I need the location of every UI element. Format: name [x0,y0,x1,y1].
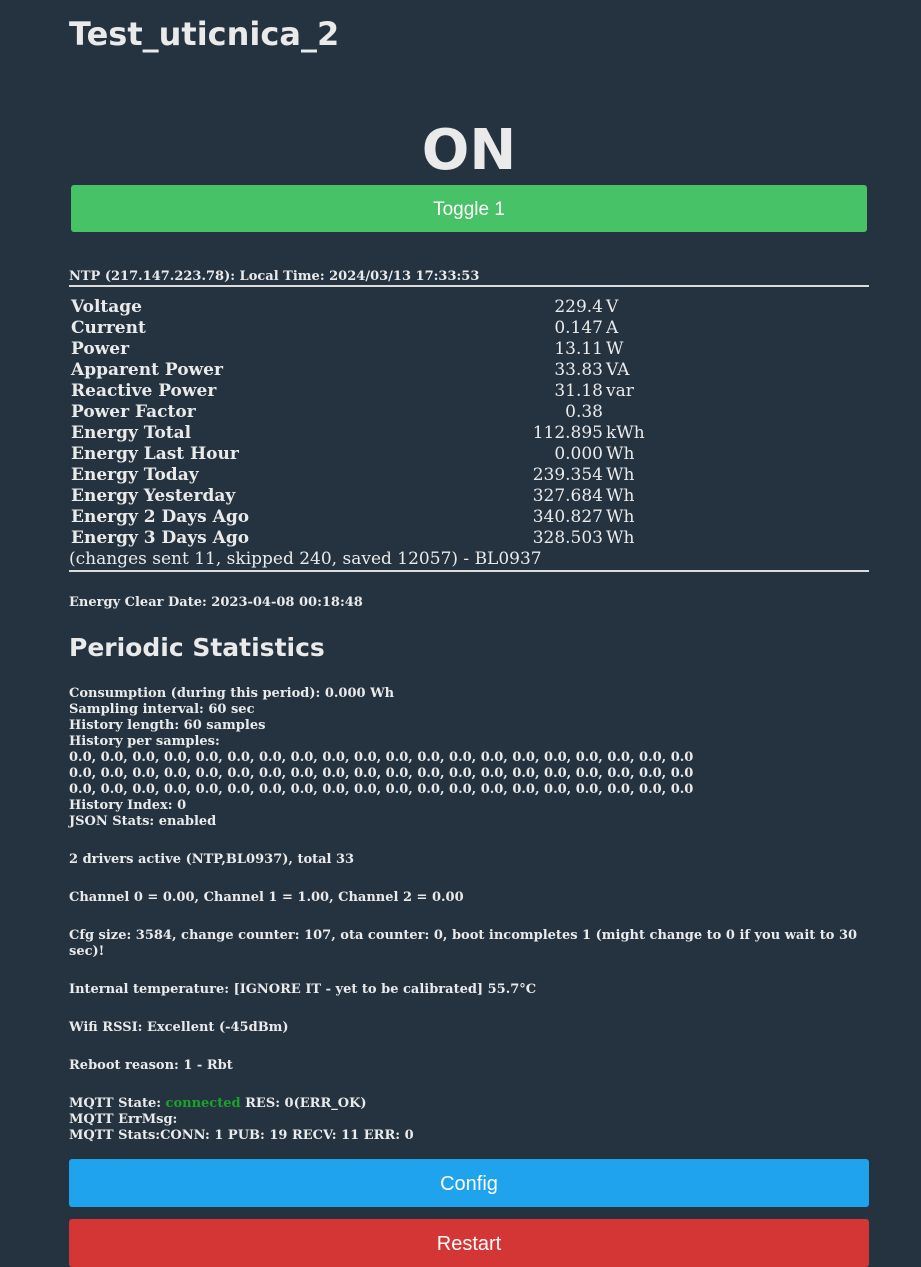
measurement-label: Energy Yesterday [71,486,236,506]
wifi-rssi: Wifi RSSI: Excellent (-45dBm) [69,1020,289,1035]
measurement-value: 0.000 [554,444,603,464]
history-samples-row: 0.0, 0.0, 0.0, 0.0, 0.0, 0.0, 0.0, 0.0, 0.0, 0.0, 0.0, 0.0, 0.0, 0.0, 0.0, 0.0, 0.0, 0.0, 0.0, 0.0 [69,750,694,765]
measurement-row [69,402,645,423]
measurement-row [69,528,645,549]
periodic-line: History length: 60 samples [69,718,266,733]
mqtt-state-prefix: MQTT State: [69,1096,166,1111]
measurement-value: 328.503 [532,528,603,548]
measurement-row [69,486,645,507]
measurement-row [69,339,645,360]
measurement-unit [603,402,645,423]
measurement-value: 239.354 [532,465,603,485]
history-samples-row: 0.0, 0.0, 0.0, 0.0, 0.0, 0.0, 0.0, 0.0, 0.0, 0.0, 0.0, 0.0, 0.0, 0.0, 0.0, 0.0, 0.0, 0.0, 0.0, 0.0 [69,782,694,797]
mqtt-block [69,1096,869,1144]
measurement-unit: Wh [606,507,635,527]
measurement-value: 112.895 [532,423,603,443]
mqtt-stats: MQTT Stats:CONN: 1 PUB: 19 RECV: 11 ERR: 0 [69,1128,414,1143]
measurement-value: 13.11 [554,339,603,359]
reboot-reason: Reboot reason: 1 - Rbt [69,1058,233,1073]
periodic-line: JSON Stats: enabled [69,814,217,829]
device-title: Test_uticnica_2 [69,15,340,53]
changes-summary: (changes sent 11, skipped 240, saved 12057) - BL0937 [69,549,542,569]
measurement-unit: kWh [606,423,645,443]
mqtt-errmsg: MQTT ErrMsg: [69,1112,178,1127]
divider-top [69,285,869,287]
internal-temperature: Internal temperature: [IGNORE IT - yet to be calibrated] 55.7°C [69,982,537,997]
measurement-label: Power Factor [71,402,196,422]
measurement-row [69,507,645,528]
periodic-line: Consumption (during this period): 0.000 Wh [69,686,395,701]
measurement-value: 340.827 [532,507,603,527]
periodic-statistics-block [69,686,869,830]
measurement-value: 31.18 [554,381,603,401]
measurement-value: 33.83 [554,360,603,380]
history-samples-row: 0.0, 0.0, 0.0, 0.0, 0.0, 0.0, 0.0, 0.0, 0.0, 0.0, 0.0, 0.0, 0.0, 0.0, 0.0, 0.0, 0.0, 0.0, 0.0, 0.0 [69,766,694,781]
periodic-line: Sampling interval: 60 sec [69,702,255,717]
ntp-time: NTP (217.147.223.78): Local Time: 2024/03/13 17:33:53 [69,269,480,284]
config-button[interactable]: Config [69,1159,869,1207]
measurement-unit: Wh [606,528,635,548]
measurement-label: Current [71,318,146,338]
energy-clear-date: Energy Clear Date: 2023-04-08 00:18:48 [69,595,363,610]
measurement-unit: Wh [606,444,635,464]
measurement-label: Apparent Power [71,360,223,380]
measurement-label: Energy 3 Days Ago [71,528,250,548]
measurement-row [69,297,645,318]
measurement-label: Reactive Power [71,381,217,401]
periodic-line: History Index: 0 [69,798,187,813]
page-container [69,0,869,1267]
measurement-value: 0.147 [554,318,603,338]
measurement-label: Energy Total [71,423,192,443]
measurement-row [69,318,645,339]
drivers-info: 2 drivers active (NTP,BL0937), total 33 [69,852,355,867]
channels-info: Channel 0 = 0.00, Channel 1 = 1.00, Channel 2 = 0.00 [69,890,464,905]
measurement-unit: VA [606,360,630,380]
measurement-unit: A [606,318,619,338]
measurement-label: Power [71,339,130,359]
measurement-label: Voltage [71,297,142,317]
cfg-info: Cfg size: 3584, change counter: 107, ota counter: 0, boot incompletes 1 (might change to 0 if you wait to 30 sec)! [69,928,858,959]
measurement-value: 0.38 [565,402,603,422]
mqtt-status-badge: connected [165,1096,241,1111]
restart-button[interactable]: Restart [69,1219,869,1267]
measurement-value: 229.4 [554,297,603,317]
measurement-label: Energy Last Hour [71,444,239,464]
mqtt-state-suffix: RES: 0(ERR_OK) [240,1096,367,1111]
measurement-unit: Wh [606,465,635,485]
periodic-statistics-heading: Periodic Statistics [69,633,325,662]
measurement-row [69,360,645,381]
measurement-row [69,465,645,486]
divider-bottom [69,570,869,572]
measurement-label: Energy Today [71,465,199,485]
measurement-row [69,423,645,444]
measurement-label: Energy 2 Days Ago [71,507,250,527]
measurements-table [69,297,645,549]
measurement-value: 327.684 [532,486,603,506]
toggle-1-button[interactable]: Toggle 1 [71,185,867,232]
measurement-unit: V [606,297,619,317]
mqtt-state [69,1096,869,1112]
measurement-unit: Wh [606,486,635,506]
measurement-unit: W [606,339,624,359]
periodic-line: History per samples: [69,734,220,749]
measurement-unit: var [606,381,634,401]
measurement-row [69,381,645,402]
relay-state: ON [421,118,517,183]
measurement-row [69,444,645,465]
